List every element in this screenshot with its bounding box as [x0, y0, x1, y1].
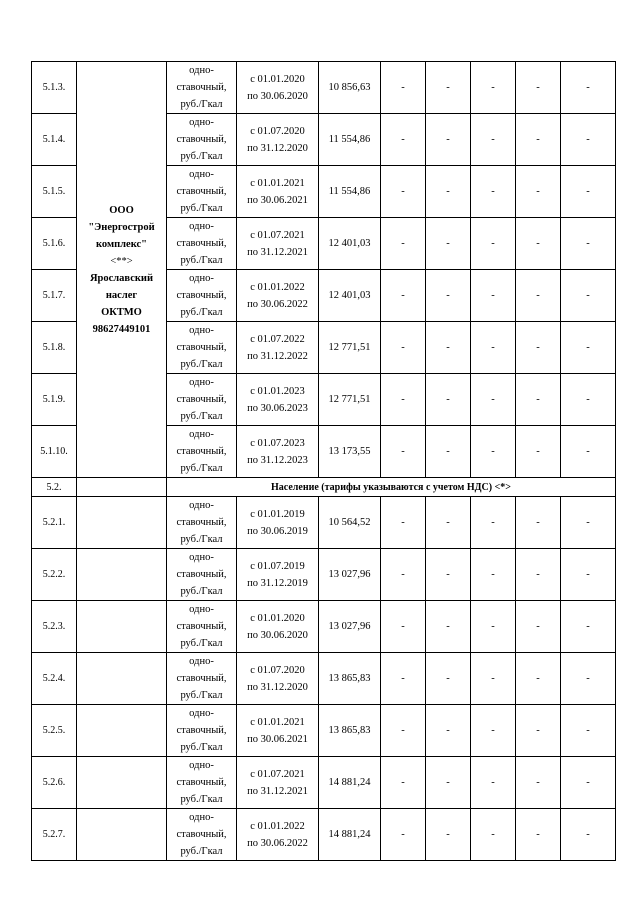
tariff-kind-line: ставочный, [176, 238, 227, 249]
empty-value-dash: - [381, 218, 426, 270]
empty-value-dash: - [516, 549, 561, 601]
empty-value-dash: - [561, 809, 616, 861]
organization-name [77, 202, 166, 253]
empty-value-dash: - [516, 218, 561, 270]
tariff-kind-line: одно- [189, 325, 214, 336]
period-to: по 31.12.2021 [247, 246, 308, 258]
empty-value-dash: - [381, 270, 426, 322]
section-row [32, 478, 616, 497]
empty-value-dash: - [561, 653, 616, 705]
period-to: по 30.06.2020 [247, 90, 308, 102]
row-number: 5.1.9. [32, 374, 77, 426]
empty-value-dash: - [471, 62, 516, 114]
oktmo-label: ОКТМО [101, 306, 142, 318]
empty-value-dash: - [381, 166, 426, 218]
empty-value-dash: - [426, 497, 471, 549]
empty-value-dash: - [426, 62, 471, 114]
empty-value-dash: - [516, 322, 561, 374]
empty-value-dash: - [381, 705, 426, 757]
tariff-kind-line: ставочный, [176, 777, 227, 788]
row-number: 5.2.3. [32, 601, 77, 653]
empty-value-dash: - [516, 809, 561, 861]
row-number: 5.2.6. [32, 757, 77, 809]
empty-value-dash: - [516, 166, 561, 218]
period-to: по 30.06.2020 [247, 629, 308, 641]
organization-name-line: "Энергострой [88, 221, 155, 233]
tariff-kind-line: ставочный, [176, 673, 227, 684]
empty-value-dash: - [471, 322, 516, 374]
empty-value-dash: - [561, 270, 616, 322]
empty-value-dash: - [426, 705, 471, 757]
empty-value-dash: - [426, 166, 471, 218]
table-row [32, 653, 616, 705]
tariff-value: 14 881,24 [319, 809, 381, 861]
empty-value-dash: - [381, 549, 426, 601]
organization-name-line: ООО [109, 204, 134, 216]
tariff-kind-line: одно- [189, 169, 214, 180]
period-to: по 31.12.2020 [247, 142, 308, 154]
period-to: по 31.12.2022 [247, 350, 308, 362]
empty-value-dash: - [561, 166, 616, 218]
tariff-kind-line: ставочный, [176, 569, 227, 580]
empty-value-dash: - [561, 426, 616, 478]
location [77, 270, 166, 304]
empty-value-dash: - [426, 601, 471, 653]
empty-value-dash: - [561, 374, 616, 426]
empty-value-dash: - [471, 705, 516, 757]
tariff-kind-line: руб./Гкал [180, 359, 223, 370]
tariff-kind [167, 809, 237, 861]
tariff-kind-line: руб./Гкал [180, 203, 223, 214]
empty-value-dash: - [471, 270, 516, 322]
empty-value-dash: - [471, 653, 516, 705]
table-row [32, 601, 616, 653]
tariff-kind [167, 757, 237, 809]
organization-cell [77, 62, 167, 478]
organization-cell-continued [77, 705, 167, 757]
tariff-kind-line: ставочный, [176, 829, 227, 840]
tariff-kind-line: руб./Гкал [180, 742, 223, 753]
table-row [32, 757, 616, 809]
tariff-kind-line: ставочный, [176, 394, 227, 405]
empty-value-dash: - [516, 374, 561, 426]
empty-value-dash: - [561, 62, 616, 114]
organization-cell-continued [77, 478, 167, 497]
organization-cell-continued [77, 653, 167, 705]
tariff-kind-line: одно- [189, 117, 214, 128]
empty-value-dash: - [561, 549, 616, 601]
table-row [32, 705, 616, 757]
period-to: по 30.06.2019 [247, 525, 308, 537]
period-to: по 30.06.2022 [247, 298, 308, 310]
row-number: 5.2.7. [32, 809, 77, 861]
table-row [32, 549, 616, 601]
period-to: по 30.06.2021 [247, 733, 308, 745]
tariff-kind [167, 374, 237, 426]
tariff-kind [167, 497, 237, 549]
validity-period [237, 705, 319, 757]
empty-value-dash: - [381, 62, 426, 114]
tariff-kind-line: одно- [189, 273, 214, 284]
empty-value-dash: - [471, 114, 516, 166]
organization-cell-continued [77, 549, 167, 601]
empty-value-dash: - [561, 497, 616, 549]
empty-value-dash: - [516, 653, 561, 705]
tariff-kind-line: ставочный, [176, 342, 227, 353]
tariff-kind [167, 705, 237, 757]
tariff-value: 14 881,24 [319, 757, 381, 809]
empty-value-dash: - [516, 114, 561, 166]
tariff-value: 13 173,55 [319, 426, 381, 478]
empty-value-dash: - [471, 166, 516, 218]
empty-value-dash: - [471, 601, 516, 653]
period-from: с 01.01.2020 [250, 612, 305, 624]
tariff-kind-line: одно- [189, 604, 214, 615]
table-row [32, 809, 616, 861]
tariff-kind-line: одно- [189, 377, 214, 388]
empty-value-dash: - [516, 601, 561, 653]
validity-period [237, 166, 319, 218]
empty-value-dash: - [516, 62, 561, 114]
tariff-kind [167, 601, 237, 653]
validity-period [237, 549, 319, 601]
validity-period [237, 497, 319, 549]
empty-value-dash: - [426, 322, 471, 374]
period-from: с 01.01.2021 [250, 716, 305, 728]
organization-cell-continued [77, 601, 167, 653]
period-from: с 01.07.2023 [250, 437, 305, 449]
tariff-value: 11 554,86 [319, 114, 381, 166]
tariff-kind-line: руб./Гкал [180, 534, 223, 545]
footnote-mark: <**> [110, 255, 133, 267]
row-number: 5.2.5. [32, 705, 77, 757]
row-number: 5.1.3. [32, 62, 77, 114]
period-to: по 30.06.2021 [247, 194, 308, 206]
row-number: 5.1.5. [32, 166, 77, 218]
tariff-kind-line: одно- [189, 552, 214, 563]
validity-period [237, 809, 319, 861]
location-line: наслег [105, 289, 138, 301]
tariff-kind [167, 426, 237, 478]
tariff-kind [167, 218, 237, 270]
row-number: 5.1.10. [32, 426, 77, 478]
tariff-value: 10 564,52 [319, 497, 381, 549]
tariff-value: 12 771,51 [319, 322, 381, 374]
tariff-table-body [32, 62, 616, 861]
tariff-value: 12 401,03 [319, 218, 381, 270]
tariff-kind-line: ставочный, [176, 134, 227, 145]
validity-period [237, 653, 319, 705]
organization-cell-continued [77, 757, 167, 809]
tariff-kind [167, 62, 237, 114]
tariff-kind [167, 653, 237, 705]
tariff-table [31, 61, 616, 861]
period-from: с 01.01.2021 [250, 177, 305, 189]
empty-value-dash: - [426, 270, 471, 322]
tariff-kind-line: одно- [189, 656, 214, 667]
tariff-kind-line: руб./Гкал [180, 638, 223, 649]
empty-value-dash: - [426, 809, 471, 861]
tariff-kind-line: ставочный, [176, 82, 227, 93]
empty-value-dash: - [426, 426, 471, 478]
validity-period [237, 757, 319, 809]
table-row [32, 497, 616, 549]
row-number: 5.2. [32, 478, 77, 497]
empty-value-dash: - [561, 218, 616, 270]
table-row [32, 62, 616, 114]
tariff-kind-line: одно- [189, 760, 214, 771]
organization-name-line: комплекс" [96, 238, 147, 250]
empty-value-dash: - [516, 705, 561, 757]
tariff-kind-line: одно- [189, 429, 214, 440]
tariff-kind-line: ставочный, [176, 621, 227, 632]
empty-value-dash: - [516, 270, 561, 322]
section-title: Население (тарифы указываются с учетом НДС) <*> [167, 478, 616, 497]
tariff-kind-line: руб./Гкал [180, 794, 223, 805]
tariff-value: 12 771,51 [319, 374, 381, 426]
period-to: по 31.12.2023 [247, 454, 308, 466]
tariff-kind-line: руб./Гкал [180, 255, 223, 266]
empty-value-dash: - [381, 601, 426, 653]
tariff-value: 11 554,86 [319, 166, 381, 218]
tariff-kind-line: одно- [189, 812, 214, 823]
tariff-kind-line: руб./Гкал [180, 463, 223, 474]
empty-value-dash: - [471, 374, 516, 426]
empty-value-dash: - [381, 426, 426, 478]
tariff-kind-line: руб./Гкал [180, 846, 223, 857]
tariff-value: 12 401,03 [319, 270, 381, 322]
period-from: с 01.01.2022 [250, 281, 305, 293]
empty-value-dash: - [426, 374, 471, 426]
organization-cell-continued [77, 497, 167, 549]
location-line: Ярославский [89, 272, 154, 284]
row-number: 5.1.6. [32, 218, 77, 270]
empty-value-dash: - [471, 426, 516, 478]
tariff-kind-line: одно- [189, 221, 214, 232]
period-from: с 01.01.2022 [250, 820, 305, 832]
row-number: 5.1.7. [32, 270, 77, 322]
oktmo-code: 98627449101 [92, 323, 151, 335]
validity-period [237, 374, 319, 426]
empty-value-dash: - [471, 497, 516, 549]
empty-value-dash: - [561, 322, 616, 374]
validity-period [237, 322, 319, 374]
empty-value-dash: - [381, 757, 426, 809]
tariff-kind-line: руб./Гкал [180, 690, 223, 701]
tariff-kind-line: ставочный, [176, 517, 227, 528]
period-from: с 01.07.2022 [250, 333, 305, 345]
empty-value-dash: - [381, 653, 426, 705]
tariff-kind [167, 322, 237, 374]
organization-cell-continued [77, 809, 167, 861]
tariff-kind-line: ставочный, [176, 290, 227, 301]
tariff-value: 10 856,63 [319, 62, 381, 114]
empty-value-dash: - [426, 218, 471, 270]
empty-value-dash: - [381, 374, 426, 426]
empty-value-dash: - [426, 653, 471, 705]
tariff-kind-line: ставочный, [176, 725, 227, 736]
period-from: с 01.07.2020 [250, 125, 305, 137]
period-from: с 01.07.2019 [250, 560, 305, 572]
empty-value-dash: - [471, 218, 516, 270]
empty-value-dash: - [516, 426, 561, 478]
row-number: 5.2.1. [32, 497, 77, 549]
validity-period [237, 270, 319, 322]
tariff-kind-line: руб./Гкал [180, 411, 223, 422]
tariff-kind-line: руб./Гкал [180, 151, 223, 162]
tariff-kind-line: руб./Гкал [180, 99, 223, 110]
period-from: с 01.07.2021 [250, 768, 305, 780]
tariff-value: 13 027,96 [319, 549, 381, 601]
validity-period [237, 62, 319, 114]
empty-value-dash: - [381, 114, 426, 166]
empty-value-dash: - [561, 757, 616, 809]
tariff-kind-line: ставочный, [176, 186, 227, 197]
empty-value-dash: - [471, 757, 516, 809]
period-to: по 30.06.2023 [247, 402, 308, 414]
tariff-kind-line: одно- [189, 708, 214, 719]
period-to: по 31.12.2019 [247, 577, 308, 589]
empty-value-dash: - [561, 114, 616, 166]
tariff-kind-line: ставочный, [176, 446, 227, 457]
row-number: 5.2.2. [32, 549, 77, 601]
period-from: с 01.01.2019 [250, 508, 305, 520]
empty-value-dash: - [426, 757, 471, 809]
empty-value-dash: - [471, 549, 516, 601]
tariff-kind [167, 270, 237, 322]
tariff-kind [167, 114, 237, 166]
empty-value-dash: - [561, 705, 616, 757]
tariff-kind [167, 549, 237, 601]
tariff-value: 13 865,83 [319, 653, 381, 705]
empty-value-dash: - [516, 757, 561, 809]
period-from: с 01.07.2020 [250, 664, 305, 676]
tariff-value: 13 865,83 [319, 705, 381, 757]
tariff-kind-line: одно- [189, 65, 214, 76]
empty-value-dash: - [381, 809, 426, 861]
tariff-kind-line: одно- [189, 500, 214, 511]
tariff-value: 13 027,96 [319, 601, 381, 653]
tariff-kind [167, 166, 237, 218]
validity-period [237, 114, 319, 166]
validity-period [237, 218, 319, 270]
empty-value-dash: - [426, 114, 471, 166]
validity-period [237, 601, 319, 653]
row-number: 5.1.4. [32, 114, 77, 166]
row-number: 5.1.8. [32, 322, 77, 374]
period-to: по 30.06.2022 [247, 837, 308, 849]
tariff-kind-line: руб./Гкал [180, 307, 223, 318]
empty-value-dash: - [381, 497, 426, 549]
empty-value-dash: - [381, 322, 426, 374]
empty-value-dash: - [561, 601, 616, 653]
tariff-kind-line: руб./Гкал [180, 586, 223, 597]
empty-value-dash: - [471, 809, 516, 861]
period-from: с 01.01.2020 [250, 73, 305, 85]
period-from: с 01.07.2021 [250, 229, 305, 241]
row-number: 5.2.4. [32, 653, 77, 705]
validity-period [237, 426, 319, 478]
period-to: по 31.12.2021 [247, 785, 308, 797]
period-from: с 01.01.2023 [250, 385, 305, 397]
empty-value-dash: - [516, 497, 561, 549]
empty-value-dash: - [426, 549, 471, 601]
period-to: по 31.12.2020 [247, 681, 308, 693]
